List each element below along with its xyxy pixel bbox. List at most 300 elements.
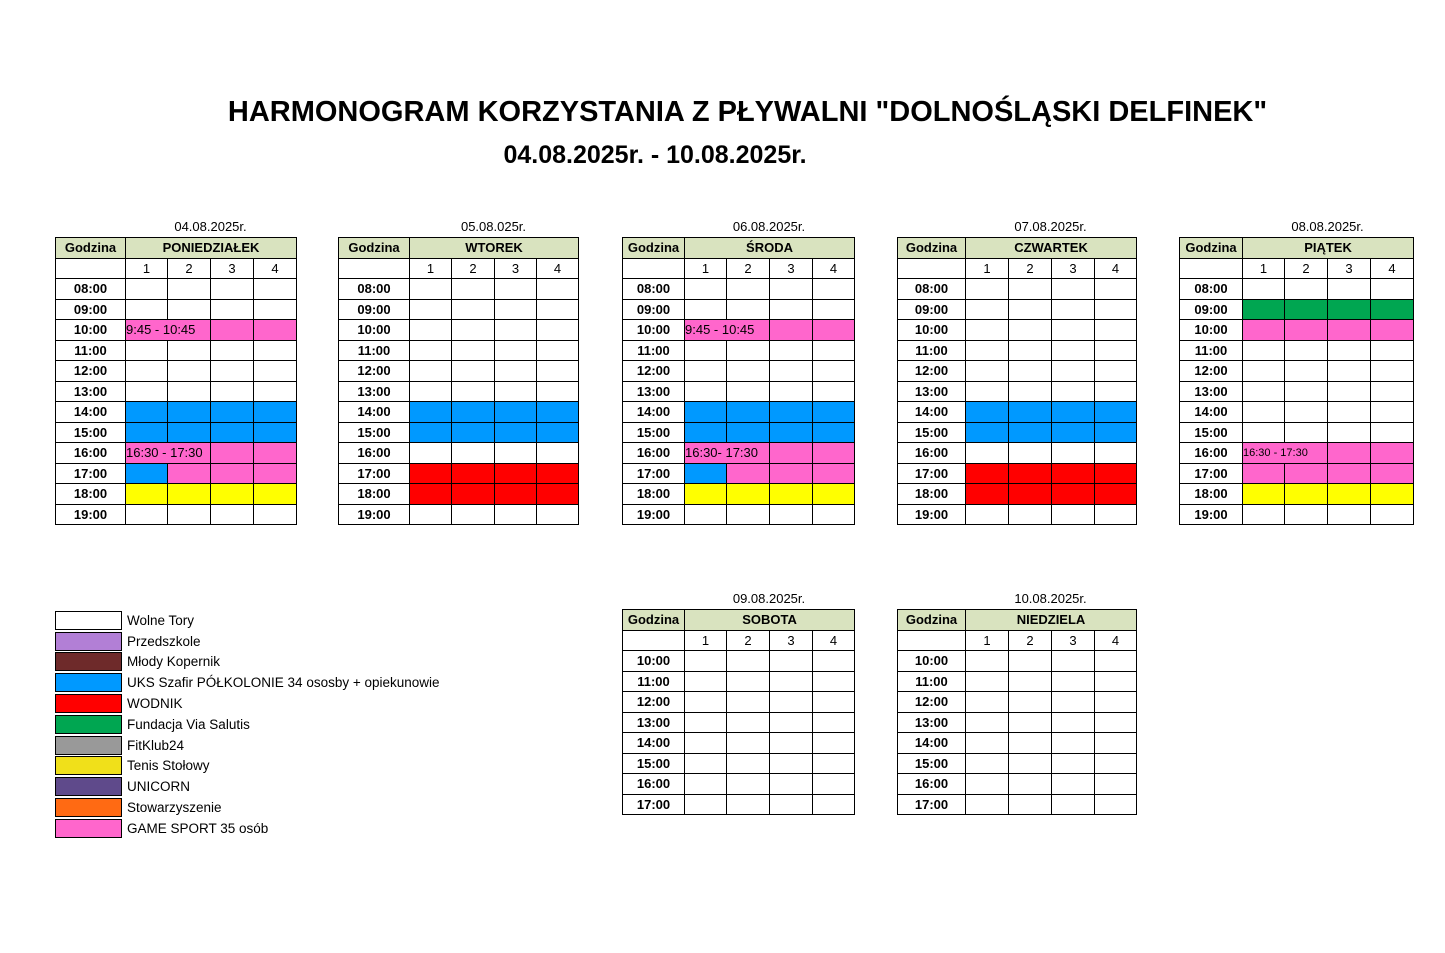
lane-number: 1 — [126, 258, 168, 279]
table-row — [623, 651, 855, 672]
table-row — [623, 299, 855, 320]
legend-swatch — [55, 756, 122, 775]
hour-cell: 12:00 — [56, 361, 126, 382]
lane-cell — [727, 733, 770, 754]
lane-cell — [966, 279, 1009, 300]
table-row — [623, 320, 855, 341]
schedule-table — [622, 237, 855, 525]
hour-cell: 16:00 — [1180, 443, 1243, 464]
legend-item — [55, 797, 440, 818]
hour-cell: 08:00 — [623, 279, 685, 300]
lane-cell — [452, 484, 495, 505]
lane-cell — [126, 361, 168, 382]
lane-cell — [410, 299, 452, 320]
lane-cell — [1009, 484, 1052, 505]
lane-cell — [495, 463, 537, 484]
hour-cell: 08:00 — [1180, 279, 1243, 300]
table-row — [56, 320, 297, 341]
legend-item — [55, 631, 440, 652]
lane-cell — [1052, 463, 1095, 484]
lane-cell — [685, 504, 727, 525]
table-row — [623, 794, 855, 815]
lane-cell — [770, 753, 813, 774]
hour-cell: 15:00 — [898, 753, 966, 774]
lane-cell — [813, 484, 855, 505]
lane-number: 1 — [685, 258, 727, 279]
lane-cell — [1095, 671, 1137, 692]
lane-cell — [211, 279, 254, 300]
hour-cell: 15:00 — [623, 753, 685, 774]
hour-cell: 11:00 — [623, 671, 685, 692]
lane-cell — [727, 692, 770, 713]
hour-cell: 13:00 — [623, 381, 685, 402]
blank-cell — [56, 258, 126, 279]
table-row — [623, 279, 855, 300]
lane-number: 4 — [1095, 630, 1137, 651]
lane-cell — [1371, 484, 1414, 505]
legend-label: Młody Kopernik — [127, 654, 221, 670]
hour-cell: 14:00 — [623, 733, 685, 754]
hour-cell: 13:00 — [898, 381, 966, 402]
blank-cell — [898, 630, 966, 651]
day-name: PONIEDZIAŁEK — [126, 238, 297, 259]
lane-cell — [1328, 320, 1371, 341]
lane-cell — [1328, 299, 1371, 320]
lane-cell — [126, 484, 168, 505]
lane-cell — [1285, 361, 1328, 382]
lane-cell — [168, 299, 211, 320]
godzina-header: Godzina — [339, 238, 410, 259]
table-row — [898, 299, 1137, 320]
lane-number: 2 — [727, 258, 770, 279]
lane-cell — [211, 299, 254, 320]
legend-label: GAME SPORT 35 osób — [127, 820, 269, 836]
table-row — [1180, 320, 1414, 341]
hour-cell: 14:00 — [56, 402, 126, 423]
hour-cell: 11:00 — [898, 671, 966, 692]
lane-cell — [966, 299, 1009, 320]
lane-cell — [1285, 320, 1328, 341]
table-row — [623, 340, 855, 361]
lane-cell — [685, 692, 727, 713]
lane-cell — [254, 361, 297, 382]
lane-number: 4 — [813, 258, 855, 279]
lane-cell — [727, 463, 770, 484]
hour-cell: 14:00 — [1180, 402, 1243, 423]
table-row — [56, 361, 297, 382]
lane-cell — [770, 651, 813, 672]
table-row — [56, 340, 297, 361]
lane-row — [898, 258, 1137, 279]
lane-cell — [452, 463, 495, 484]
lane-cell — [537, 299, 579, 320]
lane-cell — [495, 279, 537, 300]
table-row — [56, 504, 297, 525]
table-row — [339, 361, 579, 382]
lane-cell — [966, 361, 1009, 382]
hour-cell: 10:00 — [623, 320, 685, 341]
lane-cell — [966, 794, 1009, 815]
hour-cell: 11:00 — [623, 340, 685, 361]
lane-cell — [727, 402, 770, 423]
lane-cell — [966, 671, 1009, 692]
lane-cell — [685, 422, 727, 443]
table-row — [1180, 422, 1414, 443]
lane-cell — [727, 712, 770, 733]
lane-cell — [770, 504, 813, 525]
lane-cell — [813, 733, 855, 754]
lane-cell — [1095, 463, 1137, 484]
lane-cell — [254, 463, 297, 484]
lane-cell — [1095, 422, 1137, 443]
lane-cell — [1371, 463, 1414, 484]
lane-cell — [452, 340, 495, 361]
table-row — [623, 753, 855, 774]
lane-cell — [813, 774, 855, 795]
lane-cell — [410, 484, 452, 505]
table-row — [339, 340, 579, 361]
table-row — [898, 733, 1137, 754]
lane-cell — [1285, 402, 1328, 423]
hour-cell: 10:00 — [898, 320, 966, 341]
legend-label: WODNIK — [127, 696, 183, 712]
lane-cell — [537, 504, 579, 525]
lane-cell — [1052, 361, 1095, 382]
lane-cell — [966, 340, 1009, 361]
lane-cell — [1095, 651, 1137, 672]
table-row — [339, 279, 579, 300]
lane-row — [339, 258, 579, 279]
table-row — [898, 712, 1137, 733]
lane-cell — [727, 504, 770, 525]
lane-cell — [1095, 299, 1137, 320]
legend-swatch — [55, 673, 122, 692]
table-row — [1180, 443, 1414, 464]
lane-cell — [537, 381, 579, 402]
lane-number: 1 — [410, 258, 452, 279]
lane-cell — [813, 671, 855, 692]
hour-cell: 14:00 — [898, 402, 966, 423]
table-row — [623, 733, 855, 754]
lane-cell — [1009, 794, 1052, 815]
table-row — [623, 774, 855, 795]
lane-cell — [685, 402, 727, 423]
table-row — [339, 484, 579, 505]
lane-cell — [1328, 422, 1371, 443]
lane-cell — [813, 463, 855, 484]
lane-cell — [1052, 299, 1095, 320]
lane-cell — [1009, 774, 1052, 795]
legend-swatch — [55, 777, 122, 796]
lane-cell — [1009, 361, 1052, 382]
lane-cell — [1009, 422, 1052, 443]
legend-swatch — [55, 694, 122, 713]
legend — [55, 610, 440, 839]
lane-cell — [168, 422, 211, 443]
lane-cell — [727, 794, 770, 815]
lane-cell — [1009, 381, 1052, 402]
day-date: 06.08.2025r. — [732, 219, 806, 234]
lane-cell — [1009, 340, 1052, 361]
lane-cell — [813, 504, 855, 525]
table-row — [339, 422, 579, 443]
lane-cell — [495, 402, 537, 423]
lane-cell — [126, 279, 168, 300]
table-row — [898, 402, 1137, 423]
hour-cell: 12:00 — [1180, 361, 1243, 382]
lane-cell — [1328, 340, 1371, 361]
legend-label: UKS Szafir PÓŁKOLONIE 34 ososby + opiekunowie — [127, 675, 440, 691]
lane-number: 1 — [966, 258, 1009, 279]
hour-cell: 19:00 — [56, 504, 126, 525]
lane-cell — [1052, 692, 1095, 713]
lane-cell — [1052, 402, 1095, 423]
lane-cell — [1052, 504, 1095, 525]
lane-cell — [966, 733, 1009, 754]
lane-number: 4 — [1371, 258, 1414, 279]
lane-cell — [1285, 484, 1328, 505]
table-row — [56, 422, 297, 443]
hour-cell: 12:00 — [898, 361, 966, 382]
hour-cell: 15:00 — [623, 422, 685, 443]
hour-cell: 17:00 — [898, 794, 966, 815]
lane-cell — [1095, 361, 1137, 382]
lane-cell — [685, 463, 727, 484]
lane-cell — [410, 504, 452, 525]
table-row — [1180, 299, 1414, 320]
lane-cell — [1009, 671, 1052, 692]
lane-cell — [168, 361, 211, 382]
hour-cell: 18:00 — [623, 484, 685, 505]
lane-cell — [1095, 794, 1137, 815]
day-date: 08.08.2025r. — [1291, 219, 1364, 234]
lane-cell — [813, 443, 855, 464]
lane-cell — [966, 753, 1009, 774]
page-subtitle: 04.08.2025r. - 10.08.2025r. — [503, 141, 807, 169]
lane-cell — [168, 402, 211, 423]
lane-cell — [813, 320, 855, 341]
table-row — [56, 381, 297, 402]
lane-cell — [1009, 402, 1052, 423]
lane-cell — [1243, 504, 1285, 525]
lane-number: 1 — [685, 630, 727, 651]
lane-cell — [168, 340, 211, 361]
schedule-table — [897, 237, 1137, 525]
table-row — [898, 340, 1137, 361]
lane-cell — [452, 320, 495, 341]
day-name: CZWARTEK — [966, 238, 1137, 259]
hour-cell: 13:00 — [339, 381, 410, 402]
booking-cell: 9:45 - 10:45 — [685, 320, 770, 341]
hour-cell: 13:00 — [56, 381, 126, 402]
hour-cell: 18:00 — [898, 484, 966, 505]
day-name: ŚRODA — [685, 238, 855, 259]
header-row — [339, 238, 579, 259]
lane-cell — [211, 381, 254, 402]
schedule-table — [897, 609, 1137, 815]
lane-cell — [1285, 504, 1328, 525]
lane-cell — [727, 422, 770, 443]
lane-number: 2 — [1285, 258, 1328, 279]
lane-cell — [211, 484, 254, 505]
hour-cell: 14:00 — [623, 402, 685, 423]
lane-cell — [1052, 320, 1095, 341]
lane-number: 3 — [1328, 258, 1371, 279]
lane-cell — [685, 712, 727, 733]
lane-cell — [254, 320, 297, 341]
lane-cell — [1328, 402, 1371, 423]
lane-cell — [1052, 712, 1095, 733]
lane-cell — [410, 443, 452, 464]
lane-cell — [410, 381, 452, 402]
table-row — [898, 774, 1137, 795]
lane-cell — [1009, 320, 1052, 341]
lane-cell — [254, 402, 297, 423]
table-row — [56, 463, 297, 484]
lane-cell — [495, 361, 537, 382]
lane-cell — [813, 712, 855, 733]
hour-cell: 09:00 — [1180, 299, 1243, 320]
lane-cell — [813, 402, 855, 423]
lane-cell — [537, 443, 579, 464]
lane-cell — [168, 279, 211, 300]
lane-cell — [1285, 299, 1328, 320]
header-row — [623, 238, 855, 259]
lane-cell — [1371, 279, 1414, 300]
lane-cell — [495, 340, 537, 361]
hour-cell: 19:00 — [898, 504, 966, 525]
table-row — [1180, 381, 1414, 402]
lane-cell — [495, 381, 537, 402]
hour-cell: 12:00 — [623, 692, 685, 713]
hour-cell: 17:00 — [56, 463, 126, 484]
lane-cell — [410, 361, 452, 382]
lane-cell — [685, 340, 727, 361]
lane-cell — [685, 299, 727, 320]
lane-cell — [537, 340, 579, 361]
lane-number: 1 — [966, 630, 1009, 651]
table-row — [339, 463, 579, 484]
lane-number: 3 — [1052, 258, 1095, 279]
table-row — [339, 402, 579, 423]
lane-cell — [452, 443, 495, 464]
table-row — [623, 422, 855, 443]
lane-cell — [685, 381, 727, 402]
lane-cell — [1371, 443, 1414, 464]
lane-cell — [211, 504, 254, 525]
table-row — [339, 504, 579, 525]
lane-cell — [685, 671, 727, 692]
day-date: 10.08.2025r. — [1014, 591, 1087, 606]
table-row — [623, 381, 855, 402]
table-row — [623, 671, 855, 692]
lane-cell — [1009, 279, 1052, 300]
hour-cell: 12:00 — [898, 692, 966, 713]
lane-cell — [452, 279, 495, 300]
lane-cell — [813, 794, 855, 815]
lane-cell — [727, 774, 770, 795]
lane-cell — [685, 361, 727, 382]
legend-label: Tenis Stołowy — [127, 758, 210, 774]
lane-cell — [211, 443, 254, 464]
lane-cell — [495, 299, 537, 320]
lane-cell — [1095, 733, 1137, 754]
table-row — [623, 361, 855, 382]
lane-cell — [537, 361, 579, 382]
blank-cell — [623, 258, 685, 279]
lane-cell — [966, 774, 1009, 795]
table-row — [898, 279, 1137, 300]
hour-cell: 17:00 — [623, 794, 685, 815]
hour-cell: 09:00 — [623, 299, 685, 320]
hour-cell: 19:00 — [623, 504, 685, 525]
hour-cell: 11:00 — [1180, 340, 1243, 361]
lane-cell — [1009, 733, 1052, 754]
hour-cell: 19:00 — [339, 504, 410, 525]
lane-cell — [813, 299, 855, 320]
lane-cell — [966, 320, 1009, 341]
lane-cell — [254, 340, 297, 361]
lane-number: 1 — [1243, 258, 1285, 279]
legend-item — [55, 756, 440, 777]
lane-cell — [770, 463, 813, 484]
lane-cell — [1328, 443, 1371, 464]
lane-cell — [727, 340, 770, 361]
lane-cell — [1371, 422, 1414, 443]
lane-cell — [770, 733, 813, 754]
booking-cell: 16:30 - 17:30 — [126, 443, 211, 464]
table-row — [1180, 340, 1414, 361]
lane-cell — [495, 484, 537, 505]
lane-cell — [1009, 753, 1052, 774]
lane-cell — [813, 753, 855, 774]
lane-cell — [126, 340, 168, 361]
table-row — [339, 299, 579, 320]
lane-cell — [211, 463, 254, 484]
table-row — [56, 484, 297, 505]
lane-cell — [1243, 320, 1285, 341]
table-row — [898, 504, 1137, 525]
lane-cell — [1052, 279, 1095, 300]
table-row — [56, 279, 297, 300]
legend-label: Wolne Tory — [127, 612, 195, 628]
lane-cell — [966, 484, 1009, 505]
lane-cell — [254, 422, 297, 443]
table-row — [1180, 279, 1414, 300]
table-row — [339, 320, 579, 341]
lane-cell — [1285, 422, 1328, 443]
hour-cell: 09:00 — [56, 299, 126, 320]
lane-cell — [211, 402, 254, 423]
blank-cell — [1180, 258, 1243, 279]
lane-cell — [1095, 692, 1137, 713]
hour-cell: 17:00 — [623, 463, 685, 484]
lane-cell — [410, 463, 452, 484]
lane-cell — [537, 484, 579, 505]
lane-number: 4 — [813, 630, 855, 651]
lane-cell — [813, 422, 855, 443]
lane-cell — [1328, 484, 1371, 505]
lane-cell — [168, 484, 211, 505]
godzina-header: Godzina — [898, 238, 966, 259]
schedule-table — [55, 237, 297, 525]
lane-cell — [685, 484, 727, 505]
lane-number: 2 — [1009, 258, 1052, 279]
table-row — [898, 484, 1137, 505]
lane-cell — [1328, 381, 1371, 402]
lane-number: 4 — [537, 258, 579, 279]
lane-cell — [410, 340, 452, 361]
